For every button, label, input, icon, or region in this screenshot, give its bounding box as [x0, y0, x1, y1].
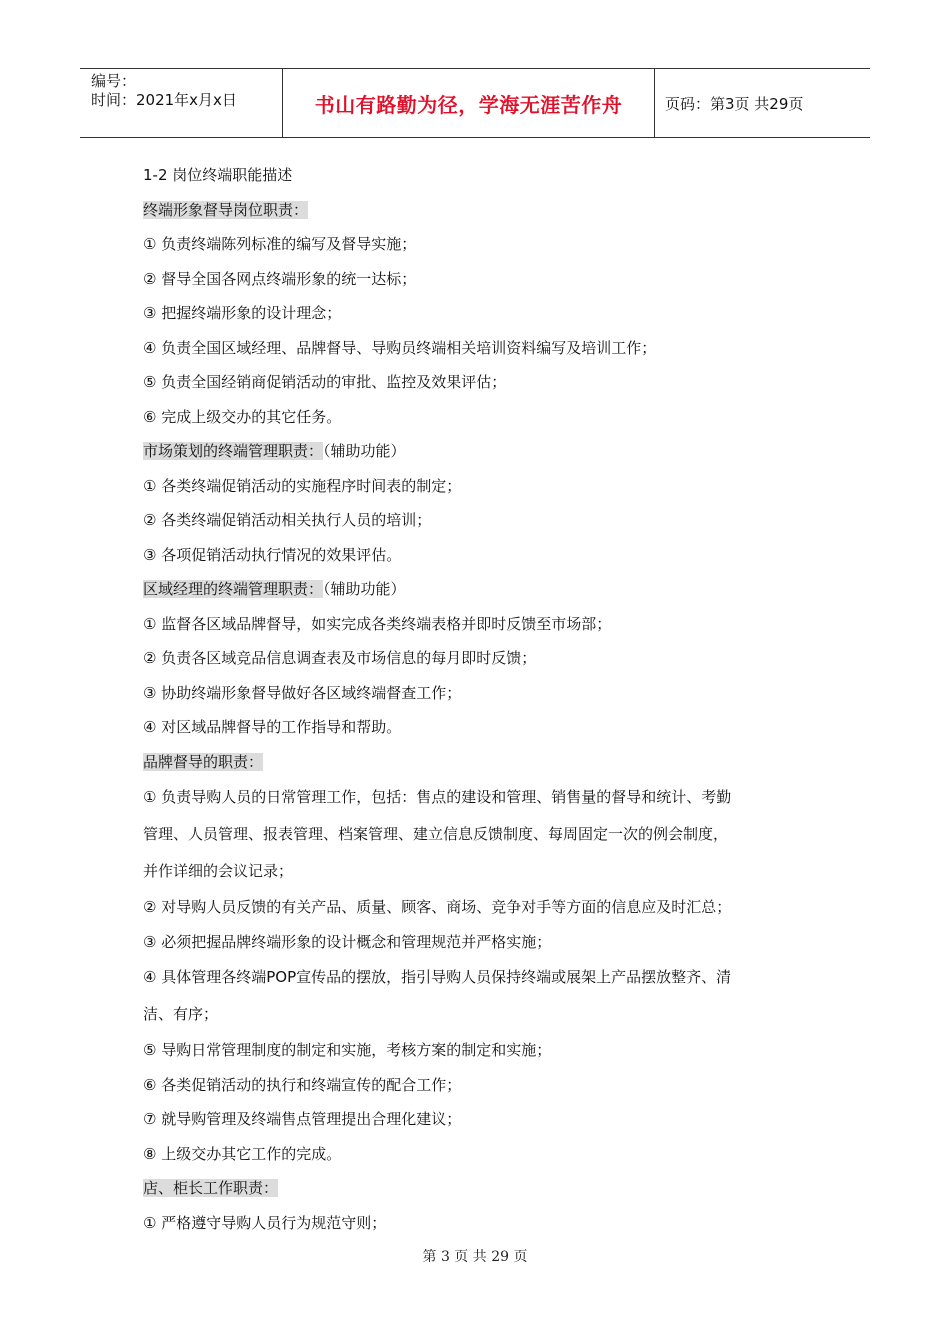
document-time-label: 时间：2021年x月x日 [91, 91, 237, 109]
paragraph-line [143, 996, 843, 1033]
document-number-label: 编号： [91, 72, 137, 90]
paragraph-line [143, 853, 843, 890]
document-body [143, 158, 843, 1240]
line-text: ② 督导全国各网点终端形象的统一达标； [143, 269, 417, 288]
paragraph-line [143, 607, 843, 642]
line-text: ④ 对区域品牌督导的工作指导和帮助。 [143, 718, 402, 736]
line-text: 终端形象督导岗位职责： [143, 200, 309, 219]
line-text: 市场策划的终端管理职责： [143, 442, 324, 460]
line-text: 店、柜长工作职责： [143, 1179, 279, 1197]
paragraph-line [143, 331, 843, 366]
paragraph-line [143, 296, 843, 331]
paragraph-line [143, 925, 843, 960]
line-text: ③ 把握终端形象的设计理念； [143, 304, 342, 322]
paragraph-line [143, 1033, 843, 1068]
paragraph-line [143, 469, 843, 504]
line-text: ⑦ 就导购管理及终端售点管理提出合理化建议； [143, 1110, 462, 1128]
line-text: ② 各类终端促销活动相关执行人员的培训； [143, 511, 432, 529]
paragraph-line [143, 710, 843, 745]
line-text: 品牌督导的职责： [143, 752, 264, 771]
paragraph-line [143, 262, 843, 297]
line-text: ② 负责各区域竞品信息调查表及市场信息的每月即时反馈； [143, 649, 537, 667]
line-text: 区域经理的终端管理职责： [143, 580, 324, 598]
footer-page-number: 第 3 页 共 29 页 [422, 1249, 528, 1265]
section-heading [143, 745, 843, 780]
line-text: ⑤ 导购日常管理制度的制定和实施，考核方案的制定和实施； [143, 1041, 552, 1059]
line-suffix: （辅助功能） [323, 580, 406, 598]
line-text: ③ 协助终端形象督导做好各区域终端督查工作； [143, 683, 462, 702]
paragraph-line [143, 538, 843, 573]
line-text: ③ 必须把握品牌终端形象的设计概念和管理规范并严格实施； [143, 932, 552, 951]
paragraph-line [143, 676, 843, 711]
line-text: 并作详细的会议记录； [143, 862, 294, 880]
section-heading [143, 434, 843, 469]
line-text: ④ 负责全国区域经理、品牌督导、导购员终端相关培训资料编写及培训工作； [143, 338, 657, 357]
paragraph-line [143, 158, 843, 193]
line-text: ① 严格遵守导购人员行为规范守则； [143, 1213, 387, 1232]
line-text: 洁、有序； [143, 1005, 219, 1023]
paragraph-line [143, 890, 843, 925]
section-heading [143, 193, 843, 228]
header-page-label: 页码：第3页 共29页 [665, 94, 804, 113]
section-heading [143, 572, 843, 607]
paragraph-line [143, 227, 843, 262]
line-text: ④ 具体管理各终端POP宣传品的摆放，指引导购人员保持终端或展架上产品摆放整齐、清 [143, 968, 732, 986]
line-text: ③ 各项促销活动执行情况的效果评估。 [143, 545, 402, 564]
line-text: ② 对导购人员反馈的有关产品、质量、顾客、商场、竞争对手等方面的信息应及时汇总； [143, 898, 732, 916]
paragraph-line [143, 959, 843, 996]
line-text: 管理、人员管理、报表管理、档案管理、建立信息反馈制度、每周固定一次的例会制度， [143, 825, 729, 843]
section-heading [143, 1171, 843, 1206]
paragraph-line [143, 779, 843, 816]
line-text: ⑤ 负责全国经销商促销活动的审批、监控及效果评估； [143, 373, 507, 391]
header-left-cell [80, 69, 283, 137]
paragraph-line [143, 1137, 843, 1172]
paragraph-line [143, 1102, 843, 1137]
page-header [80, 68, 870, 138]
line-text: ⑥ 各类促销活动的执行和终端宣传的配合工作； [143, 1075, 462, 1094]
line-text: ① 负责终端陈列标准的编写及督导实施； [143, 235, 417, 253]
paragraph-line [143, 641, 843, 676]
header-motto-cell [283, 69, 655, 137]
line-text: 1-2 岗位终端职能描述 [143, 166, 293, 184]
paragraph-line [143, 1206, 843, 1241]
paragraph-line [143, 400, 843, 435]
page-footer [0, 1246, 950, 1266]
paragraph-line [143, 816, 843, 853]
paragraph-line [143, 503, 843, 538]
line-text: ⑥ 完成上级交办的其它任务。 [143, 407, 342, 426]
paragraph-line [143, 1068, 843, 1103]
line-suffix: （辅助功能） [323, 442, 406, 460]
line-text: ⑧ 上级交办其它工作的完成。 [143, 1144, 342, 1163]
line-text: ① 监督各区域品牌督导，如实完成各类终端表格并即时反馈至市场部； [143, 614, 612, 633]
line-text: ① 各类终端促销活动的实施程序时间表的制定； [143, 476, 462, 495]
paragraph-line [143, 365, 843, 400]
line-text: ① 负责导购人员的日常管理工作，包括：售点的建设和管理、销售量的督导和统计、考勤 [143, 788, 732, 806]
header-motto: 书山有路勤为径，学海无涯苦作舟 [314, 92, 623, 117]
header-page-cell [655, 69, 870, 137]
